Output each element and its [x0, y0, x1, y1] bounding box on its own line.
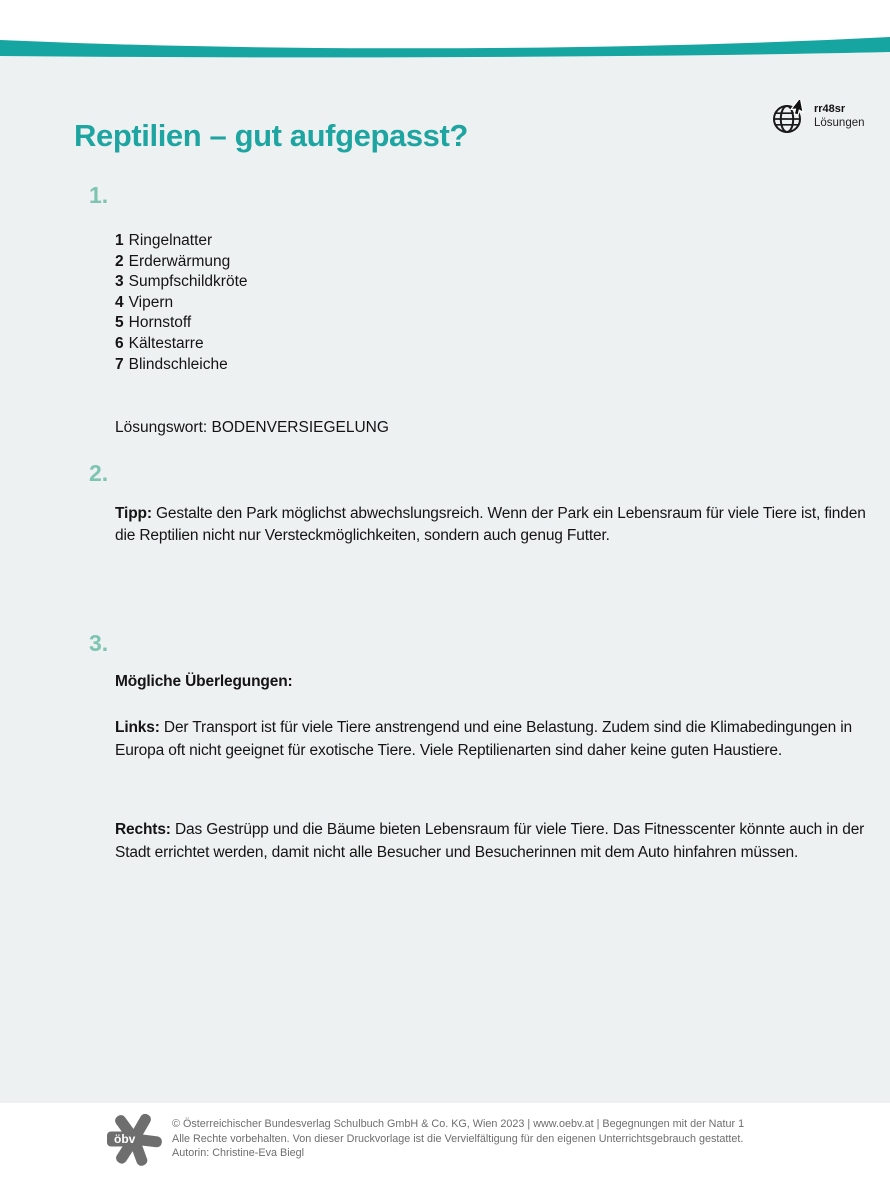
section-2-number: 2. [89, 460, 109, 486]
tip-lead: Tipp: [115, 505, 152, 522]
considerations-heading: Mögliche Überlegungen: [115, 673, 293, 690]
rechts-paragraph [115, 819, 890, 864]
answer-label: Sumpfschildkröte [128, 273, 248, 291]
answer-label: Blindschleiche [128, 355, 228, 373]
answer-row [115, 355, 248, 376]
tip-text: Gestalte den Park möglichst abwechslungsreich. Wenn der Park ein Lebensraum für viele Tiere ist, finden die Reptilien nicht nur Versteckmöglichkeiten, sondern auch genug Futter. [115, 505, 866, 544]
answer-row [115, 231, 248, 252]
answer-label: Kältestarre [128, 334, 204, 352]
header-wave-decoration [0, 0, 890, 70]
worksheet-code-label: Lösungen [814, 117, 865, 129]
links-paragraph [115, 717, 877, 762]
answer-label: Ringelnatter [128, 232, 213, 249]
solution-code-block [772, 100, 865, 136]
answer-number: 6 [115, 334, 124, 352]
code-texts [814, 103, 865, 131]
answer-label: Vipern [128, 293, 174, 311]
answer-row [115, 272, 248, 293]
globe-cursor-icon [772, 100, 806, 136]
rechts-text: Das Gestrüpp und die Bäume bieten Lebensraum für viele Tiere. Das Fitnesscenter könnte auch in der Stadt errichtet werden, damit nicht alle Besucher und Besucherinnen mit dem Auto hinfahren müssen. [115, 821, 865, 861]
publisher-footer [0, 1103, 890, 1187]
section-1-number: 1. [89, 182, 109, 208]
answer-number: 2 [115, 252, 124, 270]
answer-row [115, 313, 248, 334]
links-lead: Links: [115, 719, 160, 736]
worksheet-code: rr48sr [814, 103, 846, 115]
oebv-logo [106, 1109, 162, 1167]
answer-label: Hornstoff [128, 314, 192, 332]
section-3-number: 3. [89, 630, 109, 656]
footer-copyright-line: © Österreichischer Bundesverlag Schulbuch GmbH & Co. KG, Wien 2023 | www.oebv.at | Begegnungen mit der Natur 1 [172, 1118, 745, 1130]
footer-author-line: Autorin: Christine-Eva Biegl [172, 1147, 305, 1160]
rechts-lead: Rechts: [115, 821, 171, 838]
answer-list [115, 231, 248, 375]
answer-row [115, 293, 248, 314]
answer-number: 1 [115, 232, 124, 249]
tip-paragraph [115, 503, 877, 547]
answer-row [115, 334, 248, 355]
footer-lines [172, 1117, 744, 1161]
page-title: Reptilien – gut aufgepasst? [74, 117, 468, 153]
footer-rights-line: Alle Rechte vorbehalten. Von dieser Druckvorlage ist die Vervielfältigung für den eigenen Unterrichtsgebrauch gestattet. [172, 1132, 744, 1145]
answer-label: Erderwärmung [128, 252, 231, 270]
answer-number: 5 [115, 314, 124, 332]
answer-number: 3 [115, 273, 124, 291]
links-text: Der Transport ist für viele Tiere anstrengend und eine Belastung. Zudem sind die Klimabedingungen in Europa oft nicht geeignet für exotische Tiere. Viele Reptilienarten sind daher keine guten Haustiere. [115, 719, 852, 759]
answer-number: 7 [115, 355, 124, 373]
oebv-logo-text: öbv [114, 1132, 136, 1146]
solution-word: Lösungswort: BODENVERSIEGELUNG [115, 419, 389, 436]
answer-row [115, 252, 248, 273]
answer-number: 4 [115, 293, 124, 311]
